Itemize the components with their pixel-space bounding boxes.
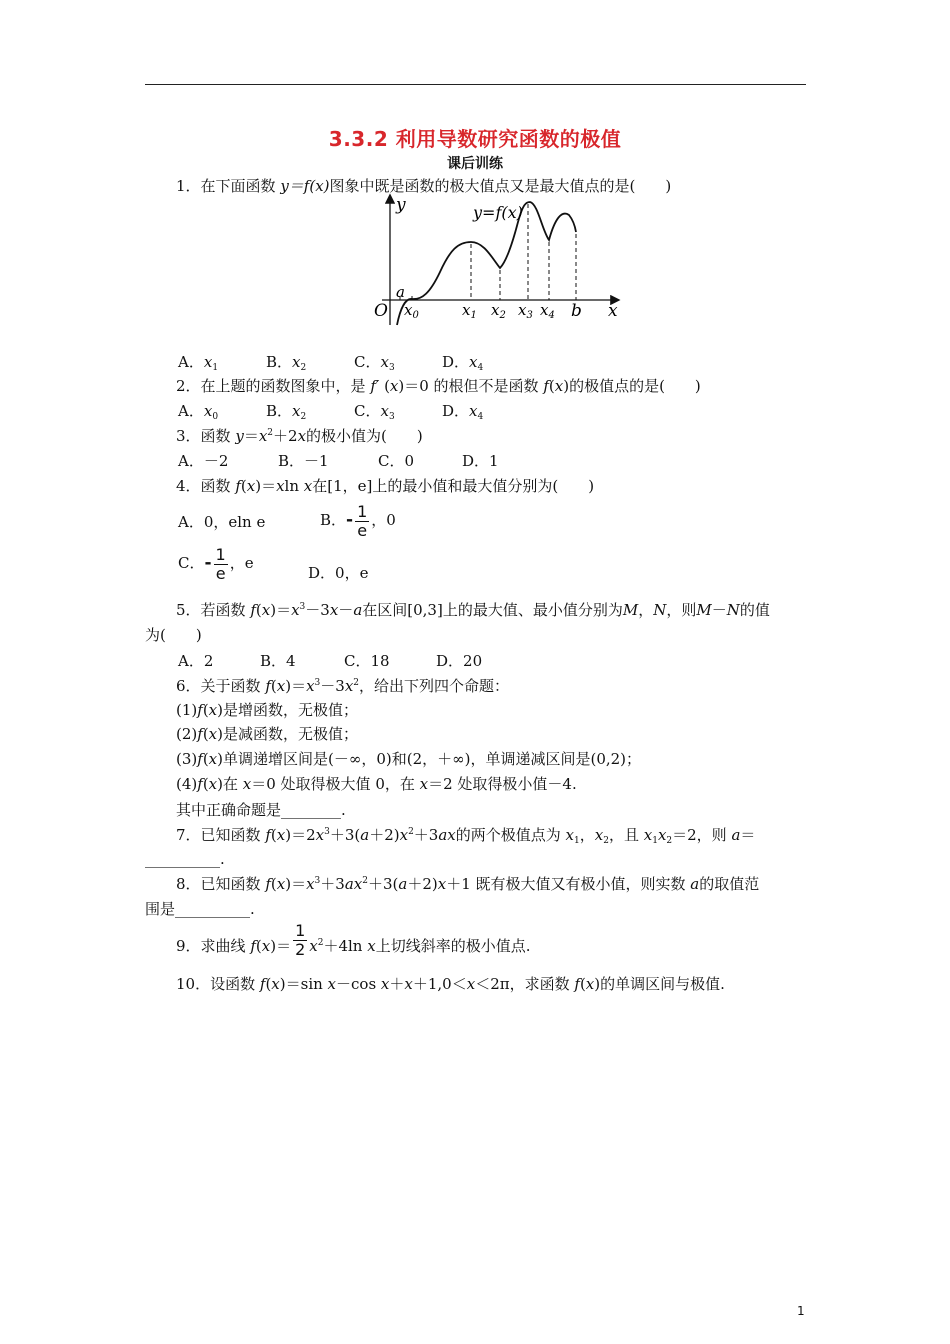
question-1: 1．在下面函数 y＝f(x)图象中既是函数的极大值点又是最大值点的是( ) bbox=[176, 177, 672, 195]
q2-option-d: D．$x_4$ bbox=[442, 402, 484, 422]
header-rule bbox=[145, 84, 806, 85]
q2-option-a: A．$x_0$ bbox=[178, 402, 219, 422]
q3-option-d: D．1 bbox=[462, 452, 499, 470]
q2-option-c: C．$x_3$ bbox=[354, 402, 395, 422]
question-6: 6．关于函数 $f(x)=x^3-3x^2$，给出下列四个命题： bbox=[176, 677, 510, 695]
question-4: 4．函数 f(x)＝xln x在[1，e]上的最小值和最大值分别为( ) bbox=[176, 477, 595, 495]
q6-proposition-2: (2)f(x)是减函数，无极值； bbox=[176, 725, 358, 743]
q6-answer-blank: 其中正确命题是________. bbox=[176, 801, 346, 819]
q5-option-c: C．18 bbox=[344, 652, 390, 670]
x4-label: $x_4$ bbox=[540, 301, 555, 321]
q6-proposition-3: (3)f(x)单调递增区间是(－∞，0)和(2，＋∞)，单调递减区间是(0,2)； bbox=[176, 750, 642, 768]
page-title: 3.3.2 利用导数研究函数的极值 bbox=[328, 127, 622, 151]
function-graph bbox=[360, 190, 630, 330]
b-label: b bbox=[571, 301, 582, 321]
question-9: 9．求曲线 f(x)＝ $\frac{1}{2}$ $x^2+4\ln$ x上切线斜率的极小值点. bbox=[176, 921, 531, 959]
q3-option-a: A．－2 bbox=[178, 452, 229, 470]
q4-option-d: D．0，e bbox=[308, 564, 369, 582]
q8-answer-blank: 围是__________. bbox=[145, 900, 255, 918]
question-5-line2: 为( ) bbox=[145, 626, 202, 644]
q5-option-a: A．2 bbox=[178, 652, 214, 670]
q4-b-fraction: $\frac{1}{e}$ bbox=[357, 502, 368, 540]
question-8: 8．已知函数 $f(x)=x^3+3ax^2+3(a+2)x+1$ 既有极大值又有极小值，则实数 a的取值范 bbox=[176, 875, 760, 893]
x-axis-label: x bbox=[608, 301, 618, 321]
q5-option-d: D．20 bbox=[436, 652, 483, 670]
x3-label: $x_3$ bbox=[518, 301, 533, 321]
q3-option-c: C．0 bbox=[378, 452, 415, 470]
x1-label: $x_1$ bbox=[462, 301, 477, 321]
q4-c-fraction: $\frac{1}{e}$ bbox=[215, 545, 226, 583]
q4-option-b: B．- $\frac{1}{e}$ ，0 bbox=[320, 502, 396, 540]
origin-label: O bbox=[374, 301, 388, 321]
question-2: 2．在上题的函数图象中，是 f′ (x)＝0 的根但不是函数 f(x)的极值点的是( ) bbox=[176, 377, 701, 395]
question-7: 7．已知函数 $f(x)=2x^3+3(a+2)x^2+3ax$的两个极值点为 $x_1$，$x_2$，且 $x_1x_2=2$，则 a＝ bbox=[176, 826, 756, 846]
page-number: 1 bbox=[797, 1304, 805, 1318]
x0-label: $x_0$ bbox=[404, 301, 419, 321]
question-5: 5．若函数 $f(x)=x^3-3x-a$在区间[0,3]上的最大值、最小值分别为M，N，则M－N的值 bbox=[176, 601, 770, 619]
q4-option-a: A．0，eln e bbox=[178, 513, 266, 531]
q1-option-c: C．$x_3$ bbox=[354, 353, 395, 373]
question-3: 3．函数 $y=x^2+2x$的极小值为( ) bbox=[176, 427, 423, 445]
q6-proposition-4: (4)f(x)在 x＝0 处取得极大值 0，在 x＝2 处取得极小值－4. bbox=[176, 775, 577, 793]
q1-option-d: D．$x_4$ bbox=[442, 353, 484, 373]
q6-proposition-1: (1)f(x)是增函数，无极值； bbox=[176, 701, 358, 719]
q4-option-c: C．- $\frac{1}{e}$ ，e bbox=[178, 545, 254, 583]
y-axis-label: y bbox=[396, 195, 406, 215]
q3-option-b: B．－1 bbox=[278, 452, 329, 470]
q2-option-b: B．$x_2$ bbox=[266, 402, 307, 422]
page-subtitle: 课后训练 bbox=[447, 156, 503, 172]
curve-label: y=f(x) bbox=[473, 203, 523, 222]
q1-option-b: B．$x_2$ bbox=[266, 353, 307, 373]
q5-option-b: B．4 bbox=[260, 652, 296, 670]
question-10: 10．设函数 f(x)＝sin x－cos x＋x＋1,0＜x＜2π，求函数 f(x)的单调区间与极值. bbox=[176, 975, 725, 993]
q9-fraction: $\frac{1}{2}$ bbox=[295, 921, 306, 959]
q7-answer-blank: __________. bbox=[145, 850, 225, 868]
a-label: a bbox=[396, 283, 405, 301]
q1-option-a: A．$x_1$ bbox=[178, 353, 219, 373]
x2-label: $x_2$ bbox=[491, 301, 506, 321]
